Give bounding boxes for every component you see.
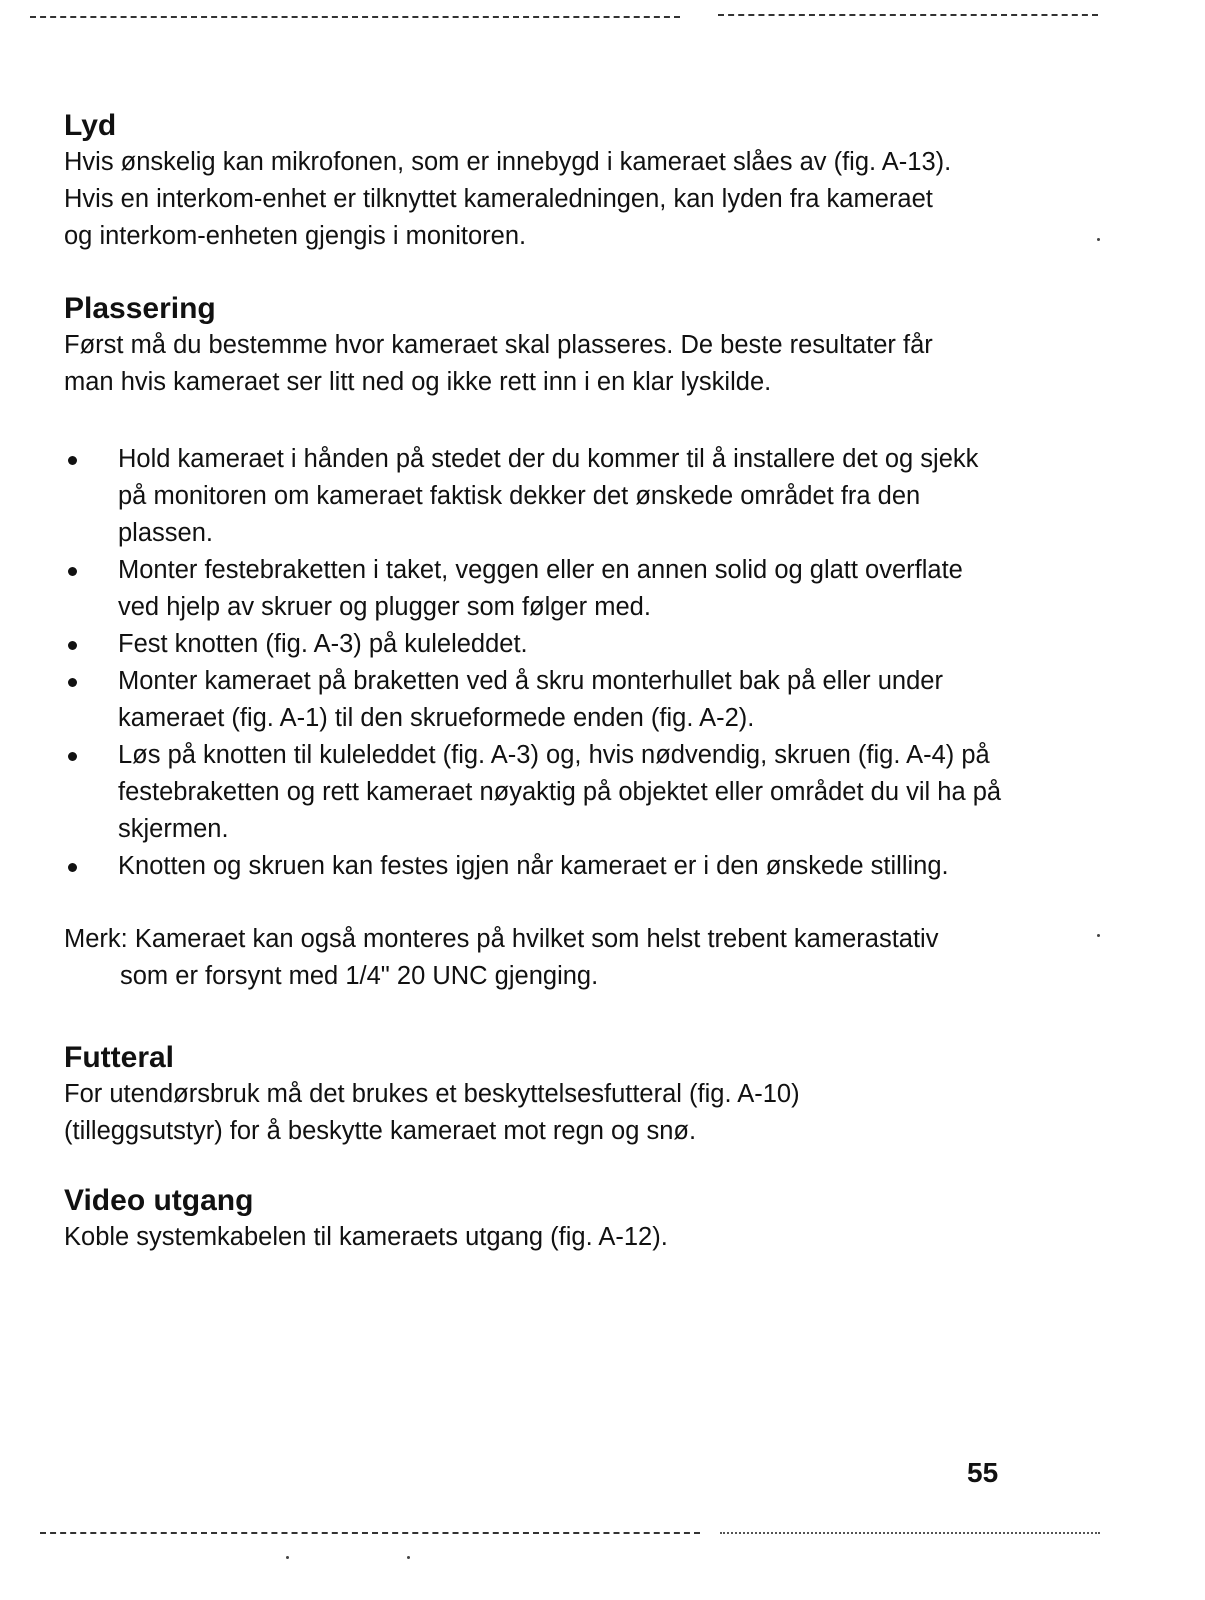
video-utgang-text: Koble systemkabelen til kameraets utgang (fig. A-12). xyxy=(64,1223,668,1251)
bullet-icon xyxy=(68,567,77,576)
scan-rule-top-left xyxy=(30,16,680,18)
list-item: Knotten og skruen kan festes igjen når kameraet er i den ønskede stilling. xyxy=(64,848,1004,885)
scan-speck xyxy=(1097,238,1100,241)
section-heading-plassering: Plassering xyxy=(64,292,216,325)
list-item: Løs på knotten til kuleleddet (fig. A-3) og, hvis nødvendig, skruen (fig. A-4) på festebraketten og rett kameraet nøyaktig på objektet eller området du vil ha på skjermen. xyxy=(64,737,1004,848)
bullet-icon xyxy=(68,752,77,761)
lyd-paragraph-1: Hvis ønskelig kan mikrofonen, som er innebygd i kameraet slåes av (fig. A-13). xyxy=(64,148,952,176)
bullet-icon xyxy=(68,678,77,687)
bullet-icon xyxy=(68,863,77,872)
plassering-intro: Først må du bestemme hvor kameraet skal plasseres. De beste resultater får man hvis kameraet ser litt ned og ikke rett inn i en klar lyskilde. xyxy=(64,331,933,396)
bullet-icon xyxy=(68,641,77,650)
plassering-note: Merk: Kameraet kan også monteres på hvilket som helst trebent kamerastativ som er forsynt med 1/4" 20 UNC gjenging. xyxy=(64,925,939,990)
document-page xyxy=(64,108,1084,1256)
list-item: Monter festebraketten i taket, veggen eller en annen solid og glatt overflate ved hjelp av skruer og plugger som følger med. xyxy=(64,552,1004,626)
scan-rule-top-right xyxy=(718,14,1098,16)
scan-rule-bottom-left xyxy=(40,1532,700,1534)
section-heading-futteral: Futteral xyxy=(64,1041,175,1074)
futteral-text: For utendørsbruk må det brukes et beskyttelsesfutteral (fig. A-10) (tilleggsutstyr) for å beskytte kameraet mot regn og snø. xyxy=(64,1080,800,1145)
scan-speck xyxy=(1097,934,1100,937)
lyd-paragraph-2: Hvis en interkom-enhet er tilknyttet kameraledningen, kan lyden fra kameraet og interkom-enheten gjengis i monitoren. xyxy=(64,185,933,250)
plassering-bullet-list xyxy=(64,441,1004,885)
section-lyd xyxy=(64,108,1084,255)
page-number: 55 xyxy=(967,1457,999,1488)
scan-speck xyxy=(407,1556,410,1559)
list-item: Monter kameraet på braketten ved å skru monterhullet bak på eller under kameraet (fig. A-1) til den skrueformede enden (fig. A-2). xyxy=(64,663,1004,737)
bullet-icon xyxy=(68,456,77,465)
section-heading-video-utgang: Video utgang xyxy=(64,1184,254,1217)
section-plassering xyxy=(64,291,1084,995)
list-item: Fest knotten (fig. A-3) på kuleleddet. xyxy=(64,626,1004,663)
scan-speck xyxy=(286,1556,289,1559)
scan-rule-bottom-right xyxy=(720,1532,1100,1534)
section-futteral xyxy=(64,1040,1084,1150)
section-heading-lyd: Lyd xyxy=(64,109,117,142)
list-item: Hold kameraet i hånden på stedet der du kommer til å installere det og sjekk på monitoren om kameraet faktisk dekker det ønskede området fra den plassen. xyxy=(64,441,1004,552)
section-video-utgang xyxy=(64,1183,1084,1256)
